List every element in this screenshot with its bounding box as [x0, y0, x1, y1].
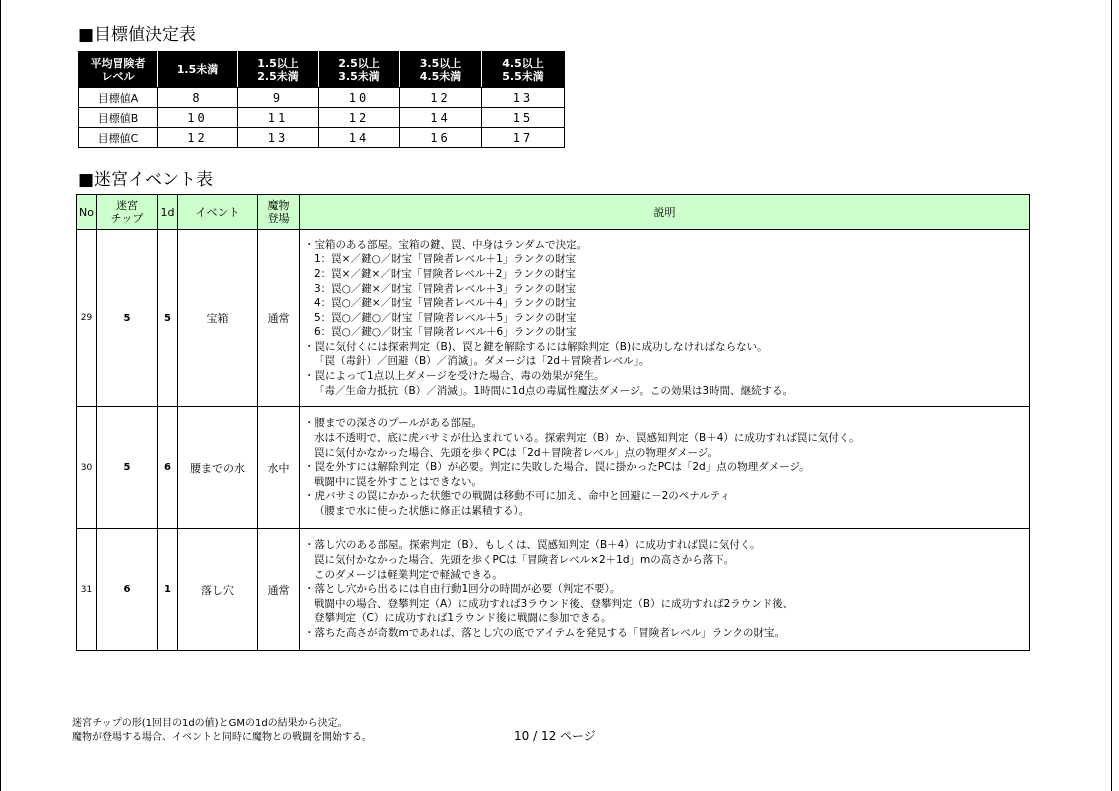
target-cell: 12 [400, 88, 482, 108]
header-description: 説明 [300, 195, 1030, 230]
desc-line: 登攀判定（C）に成功すれば1ラウンド後に戦闘に参加できる。 [314, 612, 612, 625]
header-range-4: 3.5以上 4.5未満 [400, 52, 482, 88]
desc-line: 罠に気付かなかった場合、先頭を歩くPCは「2d＋冒険者レベル」点の物理ダメージ。 [314, 446, 718, 459]
event-name: 落し穴 [178, 529, 258, 651]
table-row [77, 529, 1030, 651]
desc-line: 戦闘中に罠を外すことはできない。 [314, 475, 482, 488]
desc-line: ・ 罠を外すには解除判定（B）が必要。判定に失敗した場合、罠に掛かったPCは「2d」点の物理ダメージ。 [304, 460, 1025, 475]
event-description [300, 407, 1030, 529]
desc-line: 戦闘中の場合、登攀判定（A）に成功すれば3ラウンド後、登攀判定（B）に成功すれば2ラウンド後、 [314, 597, 794, 610]
row-label: 目標値A [79, 88, 158, 108]
desc-line: ・ 落ちた高さが奇数mであれば、落とし穴の底でアイテムを発見する「冒険者レベル」ランクの財宝。 [304, 626, 1025, 641]
target-cell: 12 [158, 128, 238, 148]
desc-line: ・ 宝箱のある部屋。宝箱の鍵、罠、中身はランダムで決定。 [304, 238, 1025, 253]
desc-line: 「毒／生命力抵抗（B）／消滅」。1時間に1d点の毒属性魔法ダメージ。この効果は3時間、継続する。 [314, 384, 794, 397]
target-cell: 10 [158, 108, 238, 128]
event-no: 29 [77, 230, 97, 407]
footer-note-1: 迷宮チップの形(1回目の1dの値)とGMの1dの結果から決定。 [72, 718, 348, 729]
desc-line: このダメージは軽業判定で軽減できる。 [314, 568, 503, 581]
desc-line: 罠に気付かなかった場合、先頭を歩くPCは「冒険者レベル×2＋1d」mの高さから落下。 [314, 554, 735, 567]
target-cell: 13 [238, 128, 319, 148]
desc-line: 5：罠○／鍵○／財宝「冒険者レベル＋5」ランクの財宝 [314, 311, 577, 324]
page-number: 10 / 12 ページ [514, 729, 596, 743]
target-value-table [78, 51, 565, 148]
target-cell: 15 [482, 108, 565, 128]
event-1d: 1 [158, 529, 178, 651]
table-row [79, 88, 565, 108]
table-row [79, 108, 565, 128]
desc-line: （腰まで水に使った状態に修正は累積する）。 [314, 504, 530, 517]
event-chip: 5 [97, 230, 158, 407]
desc-line: ・ 罠によって1点以上ダメージを受けた場合、毒の効果が発生。 [304, 369, 1025, 384]
target-cell: 14 [400, 108, 482, 128]
desc-line: 「罠（毒針）／回避（B）／消滅」。ダメージは「2d＋冒険者レベル」。 [314, 355, 650, 368]
header-chip: 迷宮 チップ [97, 195, 158, 230]
header-range-1: 1.5未満 [158, 52, 238, 88]
target-cell: 12 [319, 108, 400, 128]
header-range-3: 2.5以上 3.5未満 [319, 52, 400, 88]
event-monster: 水中 [258, 407, 300, 529]
event-name: 宝箱 [178, 230, 258, 407]
target-cell: 10 [319, 88, 400, 108]
event-description [300, 230, 1030, 407]
header-no: No [77, 195, 97, 230]
footer-note-2: 魔物が登場する場合、イベントと同時に魔物との戦闘を開始する。 [72, 732, 372, 743]
header-avg-level: 平均冒険者 レベル [79, 52, 158, 88]
table-row [77, 407, 1030, 529]
desc-line: 水は不透明で、底に虎バサミが仕込まれている。探索判定（B）か、罠感知判定（B＋4）に成功すれば罠に気付く。 [314, 432, 860, 445]
desc-line: ・ 腰までの深さのプールがある部屋。 [304, 416, 1025, 431]
desc-line: 2：罠×／鍵×／財宝「冒険者レベル＋2」ランクの財宝 [314, 267, 576, 280]
desc-line: ・ 落し穴のある部屋。探索判定（B）、もしくは、罠感知判定（B＋4）に成功すれば罠に気付く。 [304, 538, 1025, 553]
event-no: 30 [77, 407, 97, 529]
target-cell: 13 [482, 88, 565, 108]
desc-line: ・ 虎バサミの罠にかかった状態での戦闘は移動不可に加え、命中と回避に－2のペナルティ [304, 489, 1025, 504]
row-label: 目標値C [79, 128, 158, 148]
event-table-title: ■迷宮イベント表 [78, 170, 214, 190]
desc-line: 1：罠×／鍵○／財宝「冒険者レベル＋1」ランクの財宝 [314, 253, 577, 266]
header-range-2: 1.5以上 2.5未満 [238, 52, 319, 88]
row-label: 目標値B [79, 108, 158, 128]
page-right-border [1111, 0, 1112, 791]
target-cell: 11 [238, 108, 319, 128]
target-cell: 8 [158, 88, 238, 108]
header-1d: 1d [158, 195, 178, 230]
header-event: イベント [178, 195, 258, 230]
event-monster: 通常 [258, 529, 300, 651]
event-chip: 6 [97, 529, 158, 651]
event-description [300, 529, 1030, 651]
desc-line: 6：罠○／鍵○／財宝「冒険者レベル＋6」ランクの財宝 [314, 326, 577, 339]
target-cell: 9 [238, 88, 319, 108]
target-cell: 17 [482, 128, 565, 148]
desc-line: 4：罠○／鍵×／財宝「冒険者レベル＋4」ランクの財宝 [314, 297, 577, 310]
target-table-title: ■目標値決定表 [78, 25, 197, 45]
desc-line: ・ 落とし穴から出るには自由行動1回分の時間が必要（判定不要）。 [304, 582, 1025, 597]
event-monster: 通常 [258, 230, 300, 407]
labyrinth-event-table [76, 194, 1030, 651]
event-1d: 5 [158, 230, 178, 407]
header-range-5: 4.5以上 5.5未満 [482, 52, 565, 88]
event-name: 腰までの水 [178, 407, 258, 529]
target-cell: 16 [400, 128, 482, 148]
desc-line: 3：罠○／鍵×／財宝「冒険者レベル＋3」ランクの財宝 [314, 282, 577, 295]
table-row [79, 128, 565, 148]
event-chip: 5 [97, 407, 158, 529]
target-cell: 14 [319, 128, 400, 148]
page-left-border [0, 0, 1, 791]
event-1d: 6 [158, 407, 178, 529]
header-monster: 魔物 登場 [258, 195, 300, 230]
table-row [77, 230, 1030, 407]
event-no: 31 [77, 529, 97, 651]
desc-line: ・ 罠に気付くには探索判定（B)、罠と鍵を解除するには解除判定（B)に成功しなければならない。 [304, 340, 1025, 355]
